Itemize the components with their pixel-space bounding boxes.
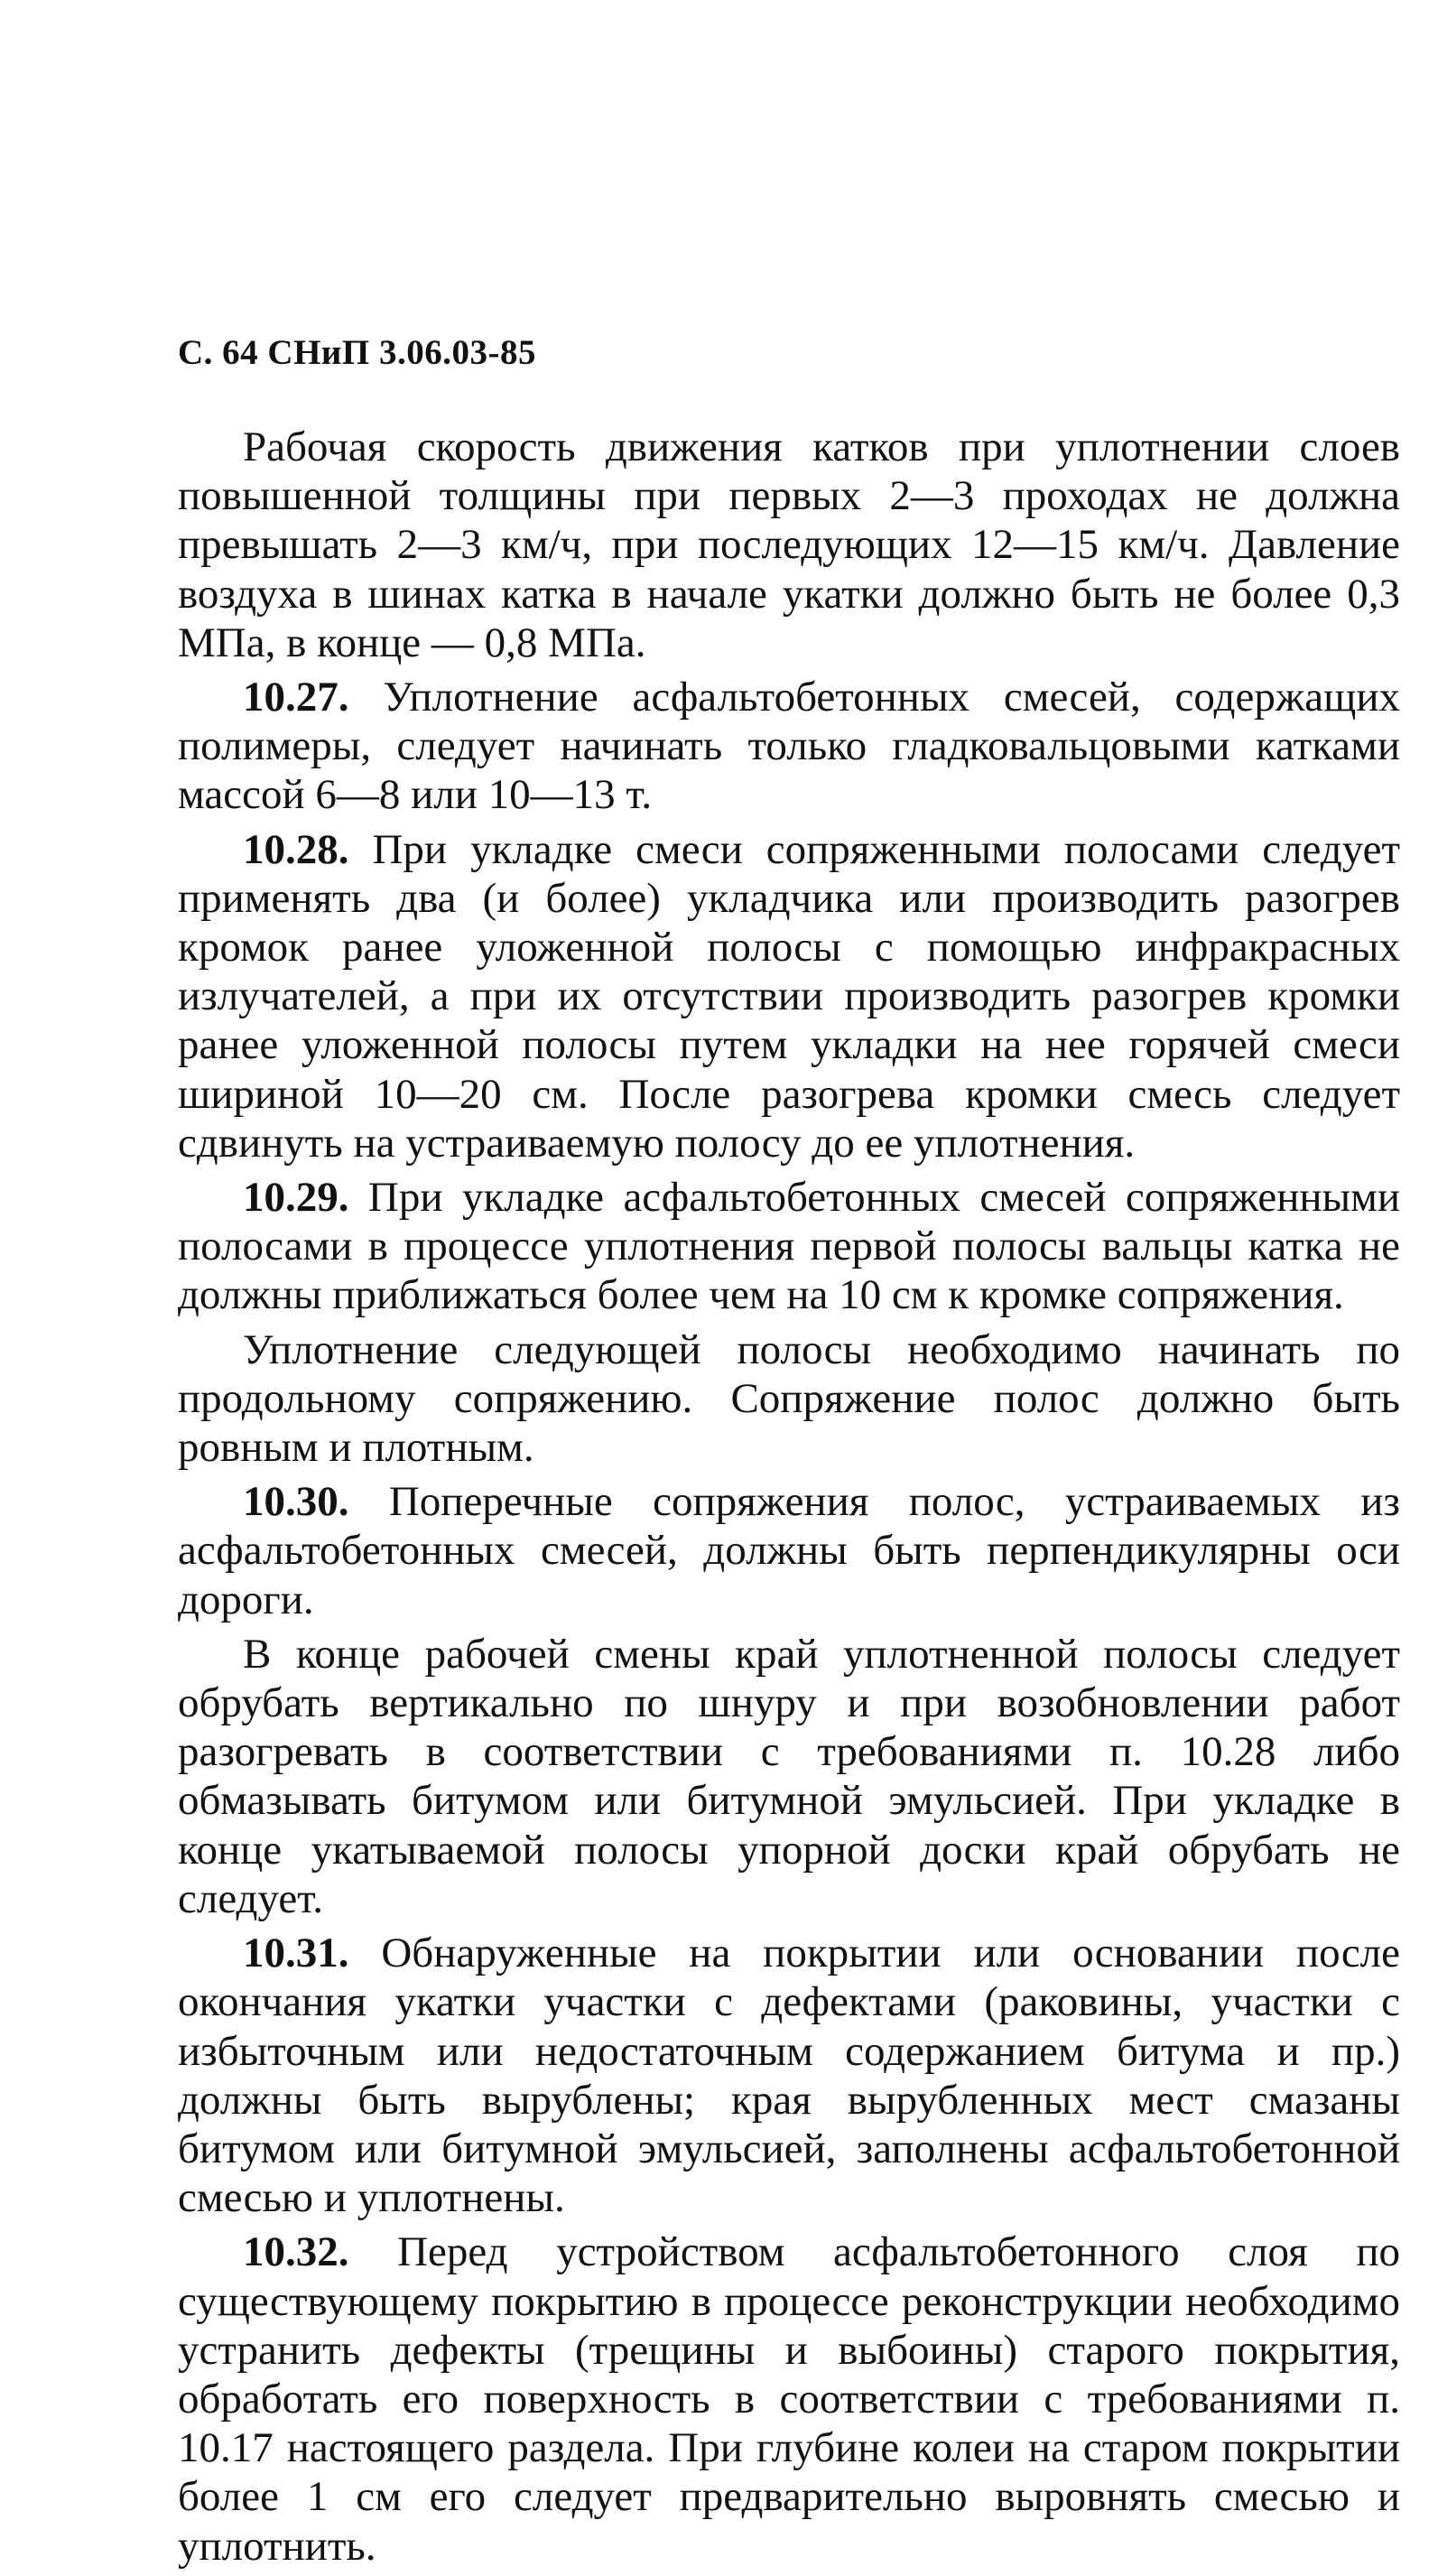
paragraph-number: 10.31. <box>243 1930 349 1977</box>
paragraph-number: 10.32. <box>243 2228 349 2276</box>
paragraph-text: Обнаруженные на покрытии или основании после окончания укатки участки с дефектами (раковины, участки с избыточным или недостаточным содержанием битума и пр.) должны быть вырублены; края вырубленных мест смазаны битумом или битумной эмульсией, заполнены асфальтобетонной смесью и уплотнены. <box>178 1930 1400 2222</box>
paragraph <box>178 1929 1400 2222</box>
paragraph-text: Перед устройством асфальтобетонного слоя по существующему покрытию в процессе реконструкции необходимо устранить дефекты (трещины и выбоины) старого покрытия, обработать его поверхность в соответствии с требованиями п. 10.17 настоящего раздела. При глубине колеи на старом покрытии более 1 см его следует предварительно выровнять смесью и уплотнить. <box>178 2228 1400 2570</box>
paragraph-number: 10.30. <box>243 1478 349 1526</box>
paragraph <box>178 423 1400 667</box>
paragraph <box>178 1173 1400 1320</box>
paragraph <box>178 1325 1400 1473</box>
paragraph <box>178 1477 1400 1624</box>
paragraph-text: При укладке смеси сопряженными полосами следует применять два (и более) укладчика или производить разогрев кромок ранее уложенной полосы с помощью инфракрасных излучателей, а при их отсутствии производить разогрев кромки ранее уложенной полосы путем укладки на нее горячей смеси шириной 10—20 см. После разогрева кромки смесь следует сдвинуть на устраиваемую полосу до ее уплотнения. <box>178 825 1400 1167</box>
paragraph-text: Уплотнение следующей полосы необходимо начинать по продольному сопряжению. Сопряжение полос должно быть ровным и плотным. <box>178 1325 1400 1472</box>
document-body <box>178 423 1400 2576</box>
paragraph-text: Поперечные сопряжения полос, устраиваемых из асфальтобетонных смесей, должны быть перпендикулярны оси дороги. <box>178 1478 1400 1623</box>
paragraph-text: Рабочая скорость движения катков при уплотнении слоев повышенной толщины при первых 2—3 проходах не должна превышать 2—3 км/ч, при последующих 12—15 км/ч. Давление воздуха в шинах катка в начале укатки должно быть не более 0,3 МПа, в конце — 0,8 МПа. <box>178 423 1400 666</box>
paragraph <box>178 673 1400 820</box>
paragraph-text: В конце рабочей смены край уплотненной полосы следует обрубать вертикально по шнуру и при возобновлении работ разогревать в соответствии с требованиями п. 10.28 либо обмазывать битумом или битумной эмульсией. При укладке в конце укатываемой полосы упорной доски край обрубать не следует. <box>178 1630 1400 1922</box>
paragraph-text: Уплотнение асфальтобетонных смесей, содержащих полимеры, следует начинать только гладковальцовыми катками массой 6—8 или 10—13 т. <box>178 674 1400 819</box>
paragraph <box>178 825 1400 1167</box>
paragraph-number: 10.27. <box>243 674 349 721</box>
paragraph-text: При укладке асфальтобетонных смесей сопряженными полосами в процессе уплотнения первой полосы вальцы катка не должны приближаться более чем на 10 см к кромке сопряжения. <box>178 1174 1400 1319</box>
paragraph <box>178 1630 1400 1923</box>
paragraph <box>178 2227 1400 2570</box>
page-header: С. 64 СНиП 3.06.03-85 <box>178 333 536 372</box>
paragraph-number: 10.28. <box>243 825 349 873</box>
paragraph-number: 10.29. <box>243 1174 349 1222</box>
